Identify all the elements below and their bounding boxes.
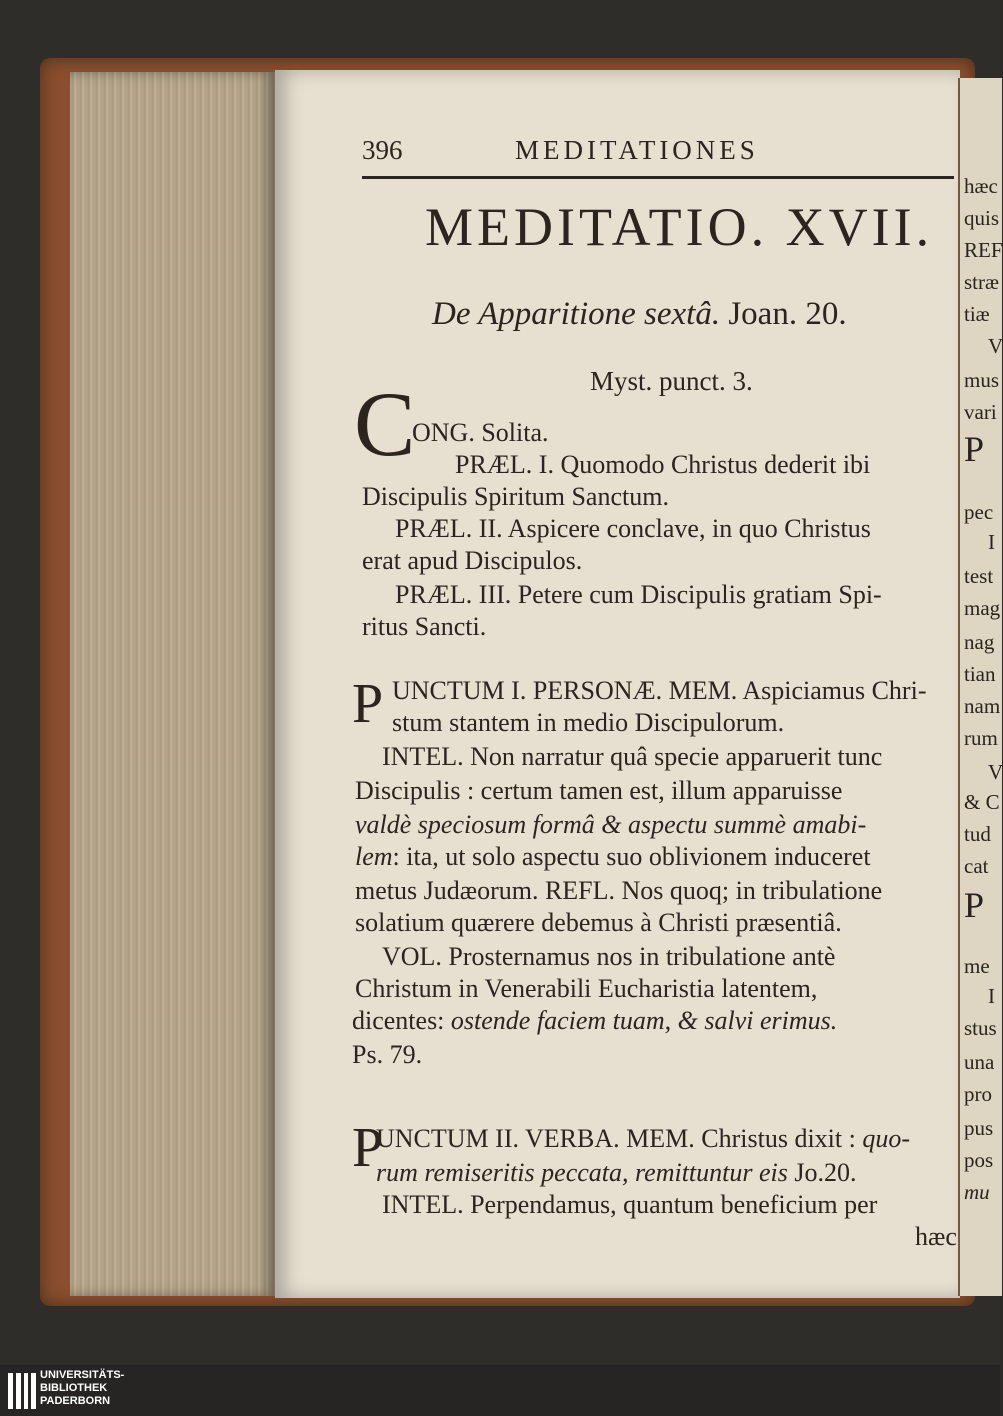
punctum2-line-2-ref: Jo.20. xyxy=(794,1158,857,1187)
punctum1-line-6-rest: : ita, ut solo aspectu suo oblivionem induceret xyxy=(392,842,871,871)
mysterium-label: Myst. punct. 3. xyxy=(590,366,753,396)
punctum1-line-11 xyxy=(352,1006,837,1036)
punctum1-line-2: stum stantem in medio Discipulorum. xyxy=(392,708,785,737)
library-footer xyxy=(0,1365,1000,1416)
next-page-fragment: mu xyxy=(964,1180,990,1204)
punctum2-line-1 xyxy=(376,1124,910,1154)
next-page-fragment: rum xyxy=(964,726,998,750)
punctum1-line-8: solatium quærere debemus à Christi præsentiâ. xyxy=(355,908,842,937)
next-page-fragment: pus xyxy=(964,1116,994,1140)
intro-line-3: Discipulis Spiritum Sanctum. xyxy=(362,482,669,511)
intro-line-6: PRÆL. III. Petere cum Discipulis gratiam Spi- xyxy=(395,580,882,609)
next-page-fragment: pro xyxy=(964,1082,992,1106)
next-page-fragment: V xyxy=(988,760,1003,784)
next-page-edge xyxy=(958,78,1002,1296)
next-page-fragment: me xyxy=(964,954,990,978)
meditation-subtitle xyxy=(432,296,847,333)
page-block-edge xyxy=(70,72,275,1296)
next-page-fragment: nag xyxy=(964,630,995,654)
next-page-fragment: V xyxy=(988,334,1003,358)
next-page-fragment: quis xyxy=(964,206,1000,230)
meditation-title: MEDITATIO. XVII. xyxy=(425,197,934,257)
next-page-fragment: mag xyxy=(964,596,1001,620)
next-page-fragment: test xyxy=(964,564,994,588)
library-name-line-2: BIBLIOTHEK xyxy=(40,1382,108,1394)
punctum1-line-7: metus Judæorum. REFL. Nos quoq; in tribulatione xyxy=(355,876,883,905)
next-page-fragment: nam xyxy=(964,694,1001,718)
next-page-fragment: & C xyxy=(964,790,1000,814)
next-page-fragment: stus xyxy=(964,1016,997,1040)
punctum2-line-3: INTEL. Perpendamus, quantum beneficium per xyxy=(382,1190,878,1219)
next-page-fragment: cat xyxy=(964,854,989,878)
subtitle-reference: Joan. 20. xyxy=(728,296,847,332)
subtitle-text: De Apparitione sextâ. xyxy=(432,296,721,332)
intro-line-4: PRÆL. II. Aspicere conclave, in quo Christus xyxy=(395,514,871,543)
next-page-fragment: I xyxy=(988,530,995,554)
drop-cap-p-1: P xyxy=(352,673,384,735)
catchword: hæc xyxy=(915,1222,957,1251)
page-number: 396 xyxy=(362,135,403,165)
punctum1-line-4: Discipulis : certum tamen est, illum apparuisse xyxy=(355,776,843,805)
punctum1-line-10: Christum in Venerabili Eucharistia latentem, xyxy=(355,974,818,1003)
running-head: MEDITATIONES xyxy=(515,135,759,165)
library-name xyxy=(40,1369,124,1408)
punctum2-line-2 xyxy=(376,1158,857,1188)
punctum1-line-6 xyxy=(355,842,871,872)
next-page-fragment: tiæ xyxy=(964,302,990,326)
drop-cap-p-2: P xyxy=(352,1117,384,1179)
punctum1-line-1: UNCTUM I. PERSONÆ. MEM. Aspiciamus Chri- xyxy=(392,676,927,705)
punctum1-line-11-lead: dicentes: xyxy=(352,1006,445,1035)
next-page-fragment: I xyxy=(988,984,995,1008)
next-page-fragment: mus xyxy=(964,368,1000,392)
punctum1-line-3: INTEL. Non narratur quâ specie apparuerit tunc xyxy=(382,742,883,771)
next-page-fragment: una xyxy=(964,1050,995,1074)
next-page-fragment: stræ xyxy=(964,270,1000,294)
punctum2-line-2-italic: rum remiseritis peccata, remittuntur eis xyxy=(376,1158,788,1187)
intro-line-7: ritus Sancti. xyxy=(362,612,487,641)
next-page-fragment: vari xyxy=(964,400,997,424)
intro-line-2: PRÆL. I. Quomodo Christus dederit ibi xyxy=(455,450,871,479)
next-page-fragment: pos xyxy=(964,1148,994,1172)
punctum1-line-6-italic: lem xyxy=(355,842,393,871)
library-logo-icon xyxy=(8,1373,36,1409)
next-page-fragment: pec xyxy=(964,500,994,524)
next-page-fragment: tud xyxy=(964,822,991,846)
punctum1-line-12: Ps. 79. xyxy=(352,1040,423,1069)
punctum1-line-11-quote: ostende faciem tuam, & salvi erimus. xyxy=(450,1006,838,1035)
drop-cap-c: C xyxy=(354,373,416,475)
next-page-fragment: hæc xyxy=(964,174,998,198)
next-page-fragment: tian xyxy=(964,662,996,686)
punctum2-line-1-text: UNCTUM II. VERBA. MEM. Christus dixit : xyxy=(376,1124,856,1153)
punctum1-line-9: VOL. Prosternamus nos in tribulatione antè xyxy=(382,942,836,971)
library-name-line-3: PADERBORN xyxy=(40,1395,111,1407)
punctum1-line-5: valdè speciosum formâ & aspectu summè amabi- xyxy=(355,810,867,839)
intro-line-5: erat apud Discipulos. xyxy=(362,546,583,575)
library-name-line-1: UNIVERSITÄTS- xyxy=(40,1369,125,1381)
punctum2-line-1-italic: quo- xyxy=(862,1124,911,1153)
next-page-fragment: P xyxy=(964,885,985,925)
next-page-fragment: P xyxy=(964,429,985,469)
next-page-fragment: REF xyxy=(964,238,1003,262)
header-rule xyxy=(362,176,954,179)
intro-line-1: ONG. Solita. xyxy=(412,418,549,447)
